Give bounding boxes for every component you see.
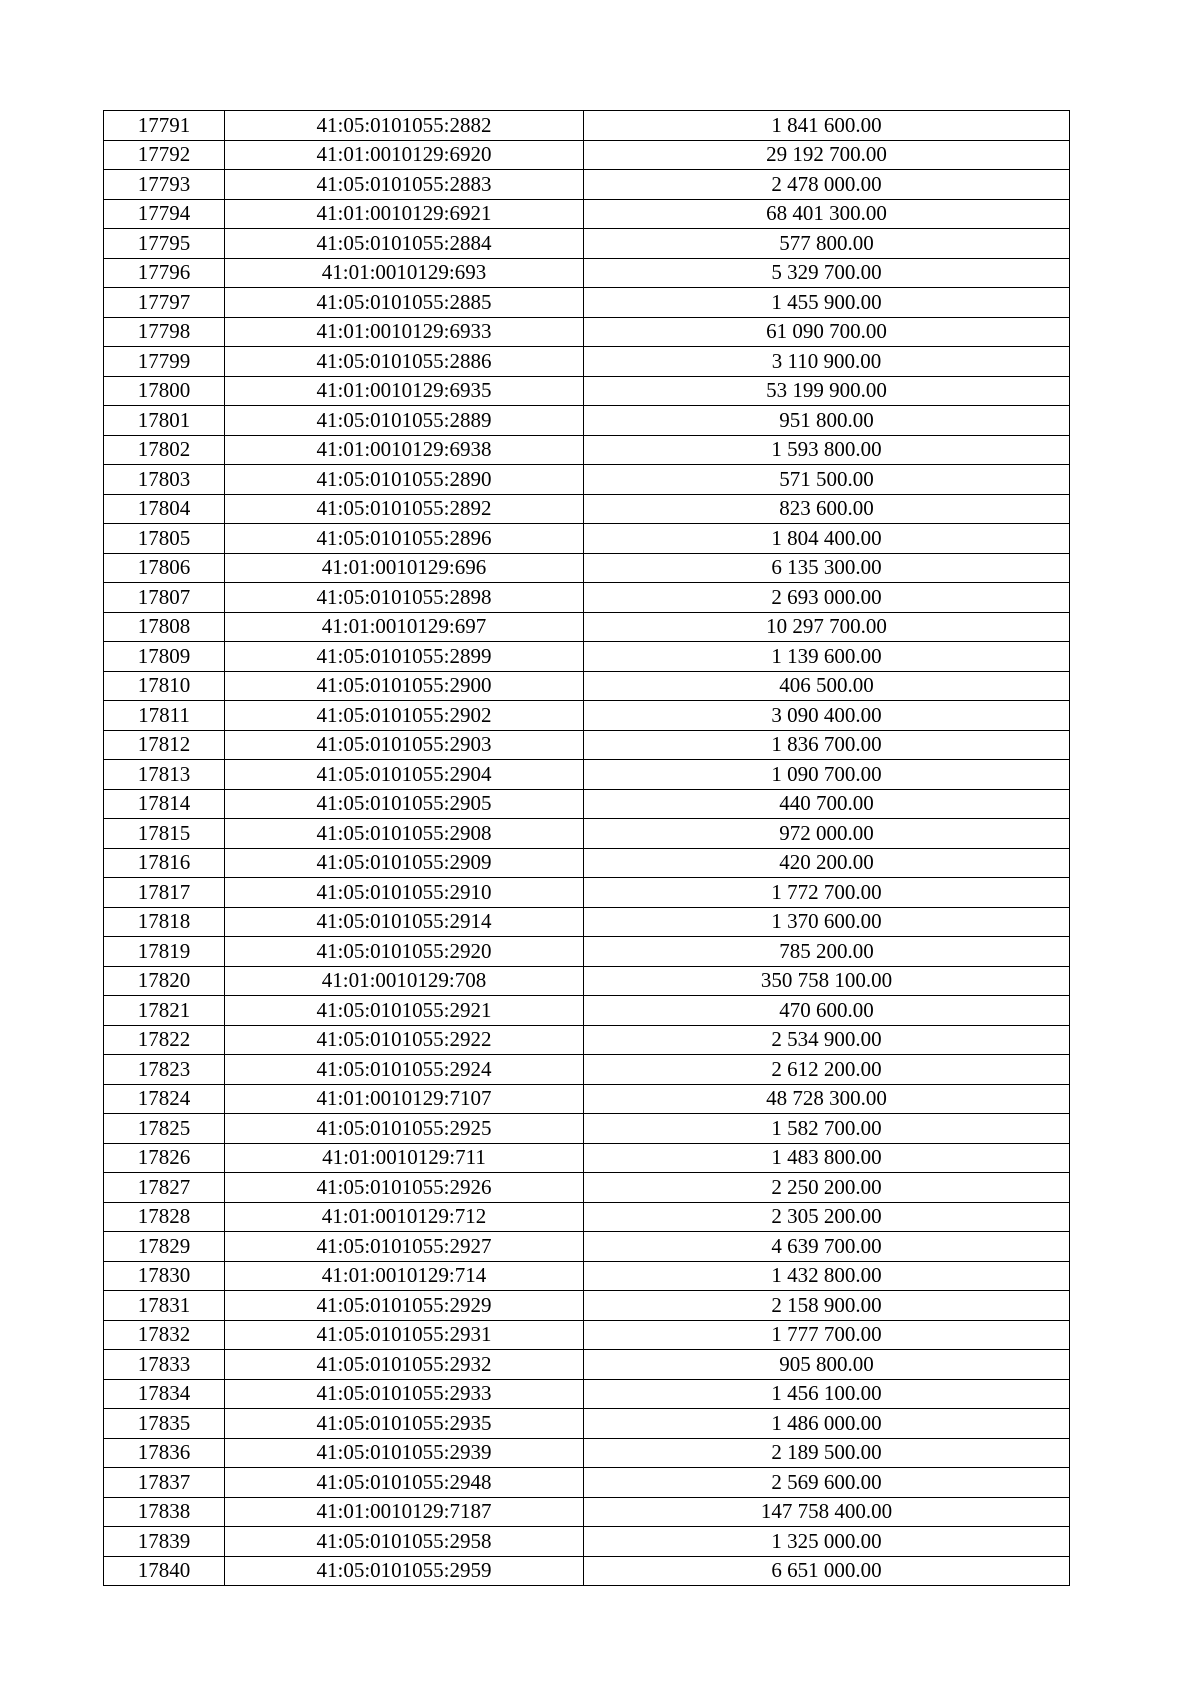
row-number-cell: 17818 <box>104 907 225 937</box>
row-number-cell: 17799 <box>104 347 225 377</box>
cadastral-number-cell: 41:01:0010129:711 <box>225 1143 584 1173</box>
cadastral-value-cell: 905 800.00 <box>584 1350 1070 1380</box>
table-row <box>104 140 1070 170</box>
row-number-cell: 17807 <box>104 583 225 613</box>
cadastral-number-cell: 41:01:0010129:6938 <box>225 435 584 465</box>
cadastral-value-cell: 2 305 200.00 <box>584 1202 1070 1232</box>
table-row <box>104 1527 1070 1557</box>
row-number-cell: 17804 <box>104 494 225 524</box>
cadastral-number-cell: 41:05:0101055:2909 <box>225 848 584 878</box>
row-number-cell: 17820 <box>104 966 225 996</box>
row-number-cell: 17792 <box>104 140 225 170</box>
table-row <box>104 642 1070 672</box>
cadastral-number-cell: 41:05:0101055:2905 <box>225 789 584 819</box>
cadastral-number-cell: 41:01:0010129:6935 <box>225 376 584 406</box>
cadastral-number-cell: 41:05:0101055:2899 <box>225 642 584 672</box>
table-row <box>104 1025 1070 1055</box>
row-number-cell: 17798 <box>104 317 225 347</box>
row-number-cell: 17831 <box>104 1291 225 1321</box>
table-row <box>104 199 1070 229</box>
cadastral-number-cell: 41:01:0010129:7187 <box>225 1497 584 1527</box>
cadastral-value-cell: 48 728 300.00 <box>584 1084 1070 1114</box>
row-number-cell: 17795 <box>104 229 225 259</box>
cadastral-number-cell: 41:05:0101055:2892 <box>225 494 584 524</box>
row-number-cell: 17832 <box>104 1320 225 1350</box>
cadastral-number-cell: 41:01:0010129:696 <box>225 553 584 583</box>
cadastral-value-cell: 1 777 700.00 <box>584 1320 1070 1350</box>
cadastral-value-cell: 951 800.00 <box>584 406 1070 436</box>
table-row <box>104 376 1070 406</box>
table-row <box>104 288 1070 318</box>
cadastral-value-cell: 1 455 900.00 <box>584 288 1070 318</box>
row-number-cell: 17802 <box>104 435 225 465</box>
table-row <box>104 1173 1070 1203</box>
cadastral-value-cell: 1 325 000.00 <box>584 1527 1070 1557</box>
cadastral-number-cell: 41:05:0101055:2920 <box>225 937 584 967</box>
cadastral-number-cell: 41:05:0101055:2889 <box>225 406 584 436</box>
cadastral-number-cell: 41:05:0101055:2922 <box>225 1025 584 1055</box>
row-number-cell: 17834 <box>104 1379 225 1409</box>
cadastral-number-cell: 41:05:0101055:2924 <box>225 1055 584 1085</box>
cadastral-value-cell: 1 593 800.00 <box>584 435 1070 465</box>
table-row <box>104 1055 1070 1085</box>
cadastral-number-cell: 41:05:0101055:2939 <box>225 1438 584 1468</box>
table-row <box>104 1350 1070 1380</box>
row-number-cell: 17811 <box>104 701 225 731</box>
table-row <box>104 1202 1070 1232</box>
cadastral-value-cell: 823 600.00 <box>584 494 1070 524</box>
cadastral-number-cell: 41:01:0010129:693 <box>225 258 584 288</box>
table-row <box>104 1468 1070 1498</box>
cadastral-number-cell: 41:05:0101055:2931 <box>225 1320 584 1350</box>
cadastral-number-cell: 41:05:0101055:2890 <box>225 465 584 495</box>
cadastral-value-cell: 1 139 600.00 <box>584 642 1070 672</box>
table-row <box>104 1497 1070 1527</box>
table-row <box>104 701 1070 731</box>
cadastral-number-cell: 41:01:0010129:7107 <box>225 1084 584 1114</box>
row-number-cell: 17806 <box>104 553 225 583</box>
row-number-cell: 17809 <box>104 642 225 672</box>
cadastral-number-cell: 41:05:0101055:2900 <box>225 671 584 701</box>
row-number-cell: 17828 <box>104 1202 225 1232</box>
table-row <box>104 878 1070 908</box>
table-row <box>104 170 1070 200</box>
row-number-cell: 17794 <box>104 199 225 229</box>
cadastral-value-cell: 6 135 300.00 <box>584 553 1070 583</box>
table-row <box>104 789 1070 819</box>
cadastral-number-cell: 41:05:0101055:2902 <box>225 701 584 731</box>
cadastral-value-cell: 1 582 700.00 <box>584 1114 1070 1144</box>
row-number-cell: 17796 <box>104 258 225 288</box>
row-number-cell: 17830 <box>104 1261 225 1291</box>
cadastral-value-cell: 1 483 800.00 <box>584 1143 1070 1173</box>
cadastral-value-cell: 147 758 400.00 <box>584 1497 1070 1527</box>
cadastral-value-cell: 2 250 200.00 <box>584 1173 1070 1203</box>
table-row <box>104 819 1070 849</box>
row-number-cell: 17835 <box>104 1409 225 1439</box>
table-row <box>104 111 1070 141</box>
row-number-cell: 17822 <box>104 1025 225 1055</box>
table-row <box>104 406 1070 436</box>
cadastral-number-cell: 41:05:0101055:2926 <box>225 1173 584 1203</box>
cadastral-number-cell: 41:05:0101055:2904 <box>225 760 584 790</box>
row-number-cell: 17793 <box>104 170 225 200</box>
cadastral-value-cell: 1 836 700.00 <box>584 730 1070 760</box>
table-row <box>104 494 1070 524</box>
table-row <box>104 1379 1070 1409</box>
row-number-cell: 17797 <box>104 288 225 318</box>
cadastral-number-cell: 41:01:0010129:6933 <box>225 317 584 347</box>
cadastral-value-cell: 4 639 700.00 <box>584 1232 1070 1262</box>
cadastral-number-cell: 41:05:0101055:2910 <box>225 878 584 908</box>
table-row <box>104 553 1070 583</box>
cadastral-number-cell: 41:05:0101055:2935 <box>225 1409 584 1439</box>
cadastral-value-cell: 577 800.00 <box>584 229 1070 259</box>
table-row <box>104 1556 1070 1586</box>
table-row <box>104 937 1070 967</box>
row-number-cell: 17839 <box>104 1527 225 1557</box>
table-row <box>104 465 1070 495</box>
cadastral-value-cell: 470 600.00 <box>584 996 1070 1026</box>
cadastral-value-cell: 3 090 400.00 <box>584 701 1070 731</box>
row-number-cell: 17838 <box>104 1497 225 1527</box>
cadastral-number-cell: 41:05:0101055:2903 <box>225 730 584 760</box>
cadastral-number-cell: 41:05:0101055:2898 <box>225 583 584 613</box>
cadastral-number-cell: 41:01:0010129:6920 <box>225 140 584 170</box>
row-number-cell: 17824 <box>104 1084 225 1114</box>
table-row <box>104 258 1070 288</box>
cadastral-value-cell: 785 200.00 <box>584 937 1070 967</box>
cadastral-value-cell: 1 456 100.00 <box>584 1379 1070 1409</box>
cadastral-value-cell: 2 478 000.00 <box>584 170 1070 200</box>
cadastral-value-cell: 420 200.00 <box>584 848 1070 878</box>
table-row <box>104 1114 1070 1144</box>
row-number-cell: 17825 <box>104 1114 225 1144</box>
table-row <box>104 1409 1070 1439</box>
table-row <box>104 317 1070 347</box>
table-row <box>104 1143 1070 1173</box>
cadastral-value-table <box>103 110 1070 1586</box>
cadastral-number-cell: 41:05:0101055:2927 <box>225 1232 584 1262</box>
table-row <box>104 612 1070 642</box>
table-row <box>104 760 1070 790</box>
cadastral-number-cell: 41:01:0010129:714 <box>225 1261 584 1291</box>
cadastral-value-cell: 10 297 700.00 <box>584 612 1070 642</box>
cadastral-number-cell: 41:05:0101055:2933 <box>225 1379 584 1409</box>
row-number-cell: 17814 <box>104 789 225 819</box>
row-number-cell: 17840 <box>104 1556 225 1586</box>
cadastral-number-cell: 41:05:0101055:2948 <box>225 1468 584 1498</box>
row-number-cell: 17836 <box>104 1438 225 1468</box>
cadastral-number-cell: 41:05:0101055:2932 <box>225 1350 584 1380</box>
cadastral-value-cell: 1 841 600.00 <box>584 111 1070 141</box>
table-row <box>104 966 1070 996</box>
table-row <box>104 229 1070 259</box>
cadastral-value-cell: 972 000.00 <box>584 819 1070 849</box>
cadastral-number-cell: 41:05:0101055:2882 <box>225 111 584 141</box>
cadastral-value-cell: 440 700.00 <box>584 789 1070 819</box>
cadastral-value-cell: 2 158 900.00 <box>584 1291 1070 1321</box>
cadastral-number-cell: 41:05:0101055:2959 <box>225 1556 584 1586</box>
cadastral-value-cell: 571 500.00 <box>584 465 1070 495</box>
row-number-cell: 17803 <box>104 465 225 495</box>
cadastral-value-cell: 2 693 000.00 <box>584 583 1070 613</box>
cadastral-value-cell: 53 199 900.00 <box>584 376 1070 406</box>
table-row <box>104 730 1070 760</box>
cadastral-number-cell: 41:01:0010129:6921 <box>225 199 584 229</box>
cadastral-value-cell: 2 534 900.00 <box>584 1025 1070 1055</box>
cadastral-number-cell: 41:01:0010129:712 <box>225 1202 584 1232</box>
table-row <box>104 1320 1070 1350</box>
table-row <box>104 907 1070 937</box>
cadastral-number-cell: 41:05:0101055:2929 <box>225 1291 584 1321</box>
row-number-cell: 17819 <box>104 937 225 967</box>
table-row <box>104 848 1070 878</box>
cadastral-value-cell: 1 370 600.00 <box>584 907 1070 937</box>
table-row <box>104 583 1070 613</box>
cadastral-value-cell: 29 192 700.00 <box>584 140 1070 170</box>
row-number-cell: 17829 <box>104 1232 225 1262</box>
table-row <box>104 524 1070 554</box>
cadastral-value-cell: 1 090 700.00 <box>584 760 1070 790</box>
cadastral-number-cell: 41:05:0101055:2958 <box>225 1527 584 1557</box>
cadastral-value-cell: 6 651 000.00 <box>584 1556 1070 1586</box>
cadastral-number-cell: 41:05:0101055:2925 <box>225 1114 584 1144</box>
table-row <box>104 996 1070 1026</box>
cadastral-value-cell: 1 432 800.00 <box>584 1261 1070 1291</box>
cadastral-number-cell: 41:05:0101055:2896 <box>225 524 584 554</box>
cadastral-number-cell: 41:05:0101055:2883 <box>225 170 584 200</box>
cadastral-number-cell: 41:05:0101055:2908 <box>225 819 584 849</box>
table-row <box>104 435 1070 465</box>
row-number-cell: 17827 <box>104 1173 225 1203</box>
row-number-cell: 17812 <box>104 730 225 760</box>
cadastral-number-cell: 41:05:0101055:2921 <box>225 996 584 1026</box>
cadastral-value-cell: 3 110 900.00 <box>584 347 1070 377</box>
cadastral-value-cell: 1 486 000.00 <box>584 1409 1070 1439</box>
cadastral-value-cell: 68 401 300.00 <box>584 199 1070 229</box>
row-number-cell: 17816 <box>104 848 225 878</box>
cadastral-value-cell: 2 569 600.00 <box>584 1468 1070 1498</box>
table-body <box>104 111 1070 1586</box>
row-number-cell: 17791 <box>104 111 225 141</box>
cadastral-value-cell: 1 804 400.00 <box>584 524 1070 554</box>
cadastral-number-cell: 41:05:0101055:2885 <box>225 288 584 318</box>
row-number-cell: 17837 <box>104 1468 225 1498</box>
row-number-cell: 17808 <box>104 612 225 642</box>
row-number-cell: 17815 <box>104 819 225 849</box>
row-number-cell: 17810 <box>104 671 225 701</box>
row-number-cell: 17800 <box>104 376 225 406</box>
cadastral-value-cell: 5 329 700.00 <box>584 258 1070 288</box>
row-number-cell: 17805 <box>104 524 225 554</box>
row-number-cell: 17823 <box>104 1055 225 1085</box>
cadastral-number-cell: 41:01:0010129:697 <box>225 612 584 642</box>
table-row <box>104 1232 1070 1262</box>
row-number-cell: 17833 <box>104 1350 225 1380</box>
cadastral-number-cell: 41:05:0101055:2914 <box>225 907 584 937</box>
cadastral-number-cell: 41:05:0101055:2886 <box>225 347 584 377</box>
cadastral-value-cell: 406 500.00 <box>584 671 1070 701</box>
cadastral-value-cell: 61 090 700.00 <box>584 317 1070 347</box>
cadastral-value-cell: 2 189 500.00 <box>584 1438 1070 1468</box>
cadastral-number-cell: 41:01:0010129:708 <box>225 966 584 996</box>
row-number-cell: 17801 <box>104 406 225 436</box>
row-number-cell: 17813 <box>104 760 225 790</box>
cadastral-value-cell: 2 612 200.00 <box>584 1055 1070 1085</box>
row-number-cell: 17821 <box>104 996 225 1026</box>
cadastral-value-cell: 350 758 100.00 <box>584 966 1070 996</box>
table-row <box>104 1261 1070 1291</box>
table-row <box>104 671 1070 701</box>
row-number-cell: 17826 <box>104 1143 225 1173</box>
table-row <box>104 347 1070 377</box>
table-row <box>104 1291 1070 1321</box>
table-row <box>104 1084 1070 1114</box>
cadastral-value-cell: 1 772 700.00 <box>584 878 1070 908</box>
row-number-cell: 17817 <box>104 878 225 908</box>
table-row <box>104 1438 1070 1468</box>
cadastral-number-cell: 41:05:0101055:2884 <box>225 229 584 259</box>
